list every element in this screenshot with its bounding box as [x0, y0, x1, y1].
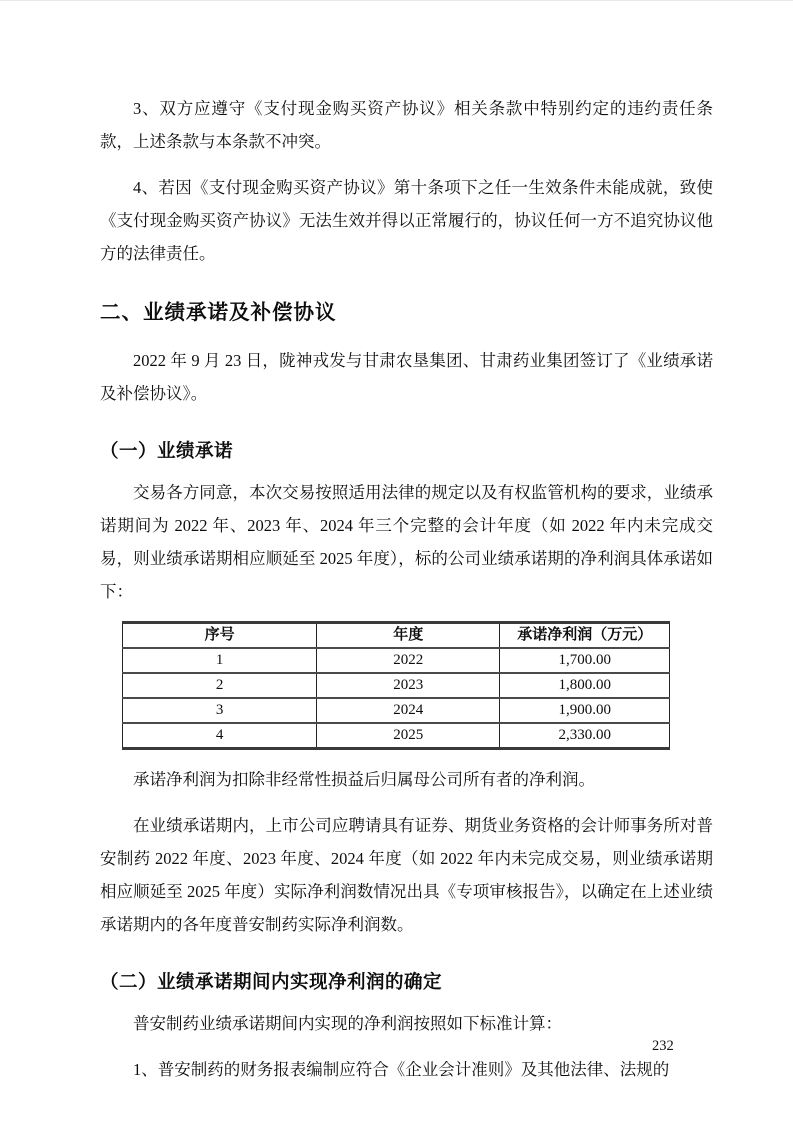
paragraph-audit-report: 在业绩承诺期内，上市公司应聘请具有证券、期货业务资格的会计师事务所对普安制药 2022 年度、2023 年度、2024 年度（如 2022 年内未完成交易，则业绩承诺期相应顺延至 2025 年度）实际净利润数情况出具《专项审核报告》，以确定在上述业绩承诺期内的各年度普安制药实际净利润数。: [100, 816, 713, 934]
table-row: [123, 698, 670, 723]
paragraph-calculation-item-1: 1、普安制药的财务报表编制应符合《企业会计准则》及其他法律、法规的: [133, 1060, 670, 1079]
table-row: [123, 648, 670, 673]
cell-index: 2: [123, 673, 317, 698]
table-row: [123, 723, 670, 749]
promised-net-profit-table: [122, 621, 670, 750]
paragraph-net-profit-definition: 承诺净利润为扣除非经常性损益后归属母公司所有者的净利润。: [133, 770, 595, 789]
cell-index: 1: [123, 648, 317, 673]
cell-profit: 1,700.00: [500, 648, 670, 673]
paragraph-commitment-terms: 交易各方同意，本次交易按照适用法律的规定以及有权监管机构的要求，业绩承诺期间为 2022 年、2023 年、2024 年三个完整的会计年度（如 2022 年内未完成交易，则业绩承诺期相应顺延至 2025 年度），标的公司业绩承诺期的净利润具体承诺如下：: [100, 483, 713, 601]
cell-year: 2023: [317, 673, 500, 698]
paragraph-clause-4: 4、若因《支付现金购买资产协议》第十条项下之任一生效条件未能成就，致使《支付现金购买资产协议》无法生效并得以正常履行的，协议任何一方不追究协议他方的法律责任。: [100, 178, 713, 263]
paragraph-calculation-intro: 普安制药业绩承诺期间内实现的净利润按照如下标准计算：: [133, 1014, 562, 1033]
cell-profit: 1,900.00: [500, 698, 670, 723]
table-header-promised-profit: 承诺净利润（万元）: [500, 623, 670, 649]
cell-profit: 1,800.00: [500, 673, 670, 698]
table-header-row: [123, 623, 670, 649]
section-heading-performance-commitment: 二、业绩承诺及补偿协议: [100, 301, 337, 324]
paragraph-clause-3: 3、双方应遵守《支付现金购买资产协议》相关条款中特别约定的违约责任条款，上述条款与本条款不冲突。: [100, 99, 713, 151]
table-header-year: 年度: [317, 623, 500, 649]
cell-index: 4: [123, 723, 317, 749]
page-number: 232: [652, 1038, 674, 1054]
subsection-heading-profit-determination: （二）业绩承诺期间内实现净利润的确定: [100, 971, 443, 992]
paragraph-agreement-signing: 2022 年 9 月 23 日，陇神戎发与甘肃农垦集团、甘肃药业集团签订了《业绩承诺及补偿协议》。: [100, 351, 713, 403]
subsection-heading-commitment: （一）业绩承诺: [100, 440, 234, 461]
cell-index: 3: [123, 698, 317, 723]
cell-year: 2025: [317, 723, 500, 749]
table-row: [123, 673, 670, 698]
cell-year: 2024: [317, 698, 500, 723]
cell-year: 2022: [317, 648, 500, 673]
cell-profit: 2,330.00: [500, 723, 670, 749]
table-header-index: 序号: [123, 623, 317, 649]
